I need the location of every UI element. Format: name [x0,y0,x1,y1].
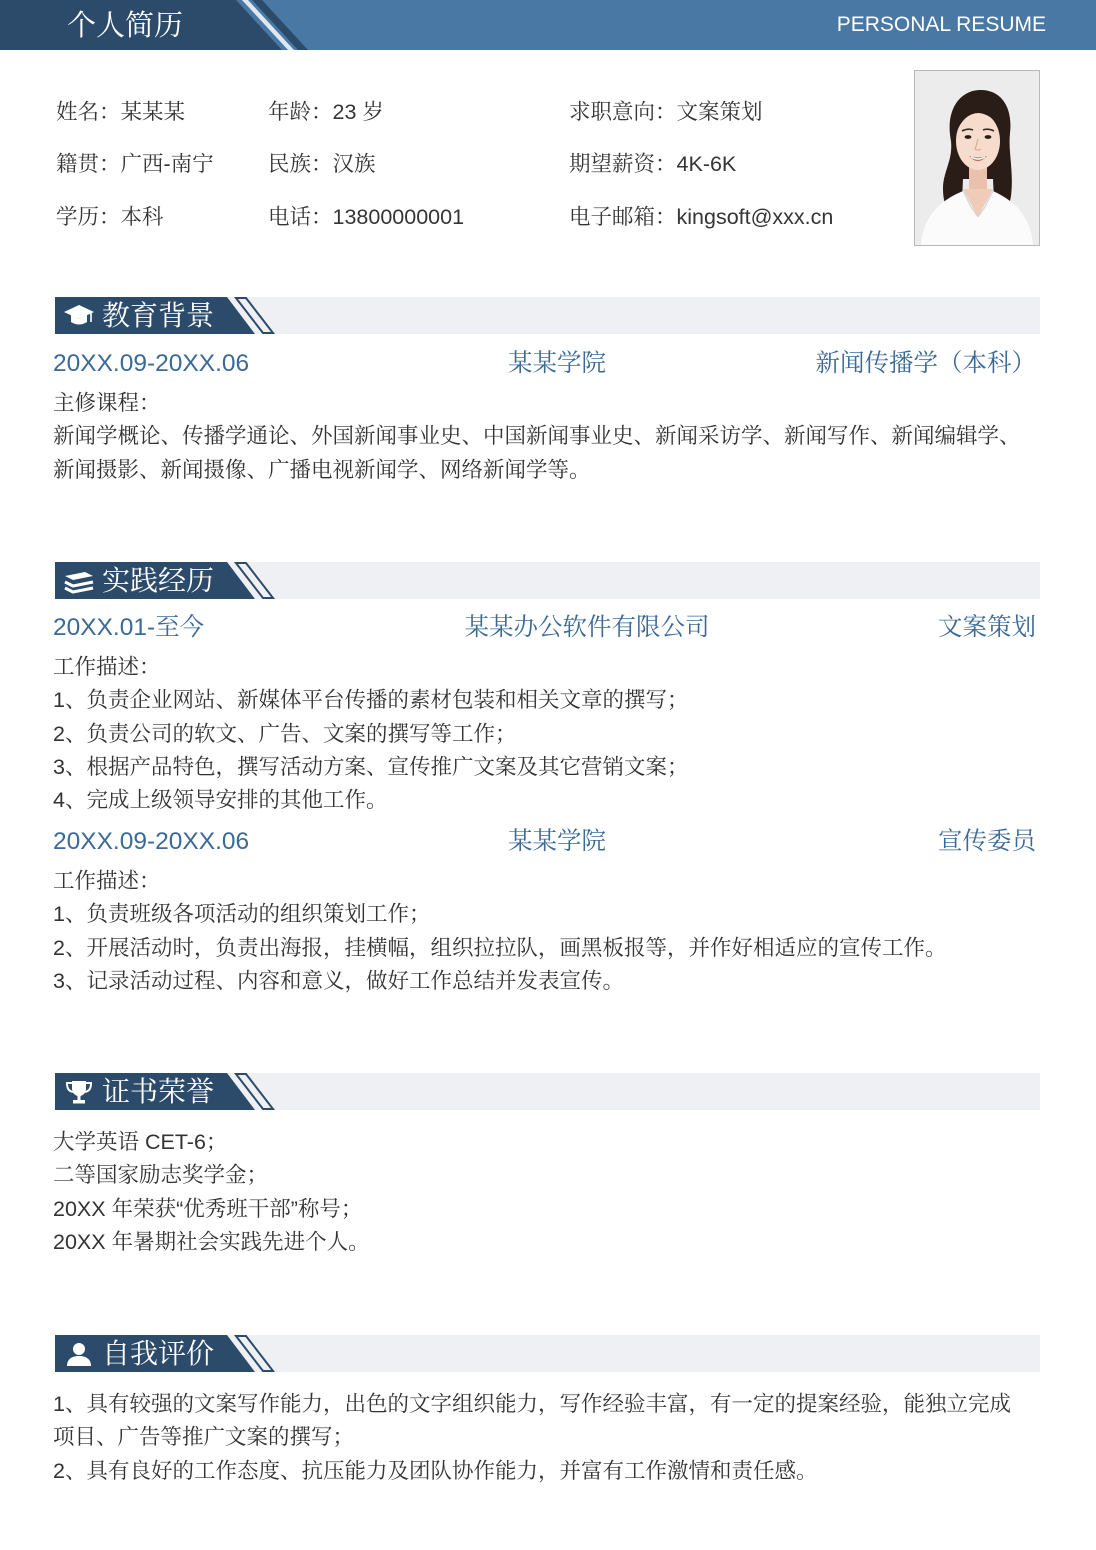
practice-entry-header [53,825,1040,859]
practice-entry-header [53,611,1040,645]
details-line: 新闻摄影、新闻摄像、广播电视新闻学、网络新闻学等。 [53,457,591,482]
field-email [569,202,833,232]
paragraph-line: 1、具有较强的文案写作能力，出色的文字组织能力，写作经验丰富，有一定的提案经验，能独立完成 [53,1392,1011,1416]
entry-role: 新闻传播学（本科） [815,350,1036,377]
section-header-self-evaluation [55,1335,1040,1372]
field-label: 年龄： [268,100,333,124]
field-expected-salary [569,149,736,179]
field-label: 电话： [268,205,333,229]
field-value: 汉族 [332,152,376,176]
resume-title: 个人简历 [67,10,184,42]
field-value: 13800000001 [332,205,465,229]
list-item: 二等国家励志奖学金； [53,1163,269,1188]
field-phone [268,202,464,232]
field-label: 姓名： [56,100,121,124]
field-value: 广西-南宁 [120,152,214,176]
details-line: 新闻学概论、传播学通论、外国新闻事业史、中国新闻事业史、新闻采访学、新闻写作、新闻编辑学、 [53,424,1021,449]
user-icon [63,1341,95,1367]
field-value: 文案策划 [676,100,763,124]
section-title: 证书荣誉 [102,1076,215,1107]
self-evaluation-text [53,1388,1040,1488]
field-education-level [56,202,164,232]
field-label: 求职意向： [569,100,677,124]
field-value: kingsoft@xxx.cn [676,205,834,229]
list-item: 大学英语 CET-6； [53,1130,228,1154]
field-label: 籍贯： [56,152,121,176]
field-job-intention [569,97,763,127]
section-title: 自我评价 [102,1338,215,1369]
education-details [53,387,1040,487]
paragraph-line: 2、具有良好的工作态度、抗压能力及团队协作能力，并富有工作激情和责任感。 [53,1458,818,1483]
details-line: 1、负责班级各项活动的组织策划工作； [53,902,431,927]
details-line: 4、完成上级领导安排的其他工作。 [53,788,388,813]
layers-icon [63,568,95,594]
section-title: 实践经历 [102,565,215,596]
section-header-practice [55,562,1040,599]
entry-period: 20XX.01-至今 [53,614,205,641]
field-label: 期望薪资： [569,152,677,176]
field-ethnicity [268,149,376,179]
entry-organization: 某某学院 [508,828,606,855]
details-heading: 工作描述： [53,869,161,893]
field-age [268,97,384,127]
field-label: 电子邮箱： [569,205,677,229]
paragraph-line: 项目、广告等推广文案的撰写； [53,1425,355,1450]
details-line: 1、负责企业网站、新媒体平台传播的素材包装和相关文章的撰写； [53,688,689,713]
header-bar [0,0,1096,50]
field-value: 某某某 [120,100,186,124]
list-item: 20XX 年暑期社会实践先进个人。 [53,1229,370,1254]
section-header-certificates [55,1073,1040,1110]
field-value: 本科 [120,205,164,229]
field-value: 23 岁 [332,100,384,124]
practice-details [53,651,1040,817]
resume-subtitle: PERSONAL RESUME [836,13,1046,36]
field-value: 4K-6K [676,152,737,176]
details-line: 2、开展活动时，负责出海报，挂横幅，组织拉拉队，画黑板报等，并作好相适应的宣传工作。 [53,935,947,960]
certificates-list [53,1126,1040,1259]
entry-organization: 某某学院 [508,350,606,377]
details-heading: 主修课程： [53,391,161,415]
entry-role: 文案策划 [938,614,1036,641]
graduation-cap-icon [63,303,95,329]
entry-period: 20XX.09-20XX.06 [53,350,250,377]
details-line: 2、负责公司的软文、广告、文案的撰写等工作； [53,721,517,746]
entry-period: 20XX.09-20XX.06 [53,828,250,855]
education-entry-header [53,347,1040,381]
section-header-education [55,297,1040,334]
details-line: 3、记录活动过程、内容和意义，做好工作总结并发表宣传。 [53,968,624,993]
details-heading: 工作描述： [53,655,161,679]
trophy-icon [63,1079,95,1105]
field-label: 民族： [268,152,333,176]
field-hometown [56,149,214,179]
list-item: 20XX 年荣获“优秀班干部”称号； [53,1196,363,1221]
field-name [56,97,185,127]
entry-organization: 某某办公软件有限公司 [464,614,710,641]
portrait-image [915,71,1039,245]
details-line: 3、根据产品特色，撰写活动方案、宣传推广文案及其它营销文案； [53,754,689,779]
section-title: 教育背景 [102,300,215,331]
field-label: 学历： [56,205,121,229]
entry-role: 宣传委员 [938,828,1036,855]
practice-details [53,865,1040,998]
profile-photo [914,70,1040,246]
